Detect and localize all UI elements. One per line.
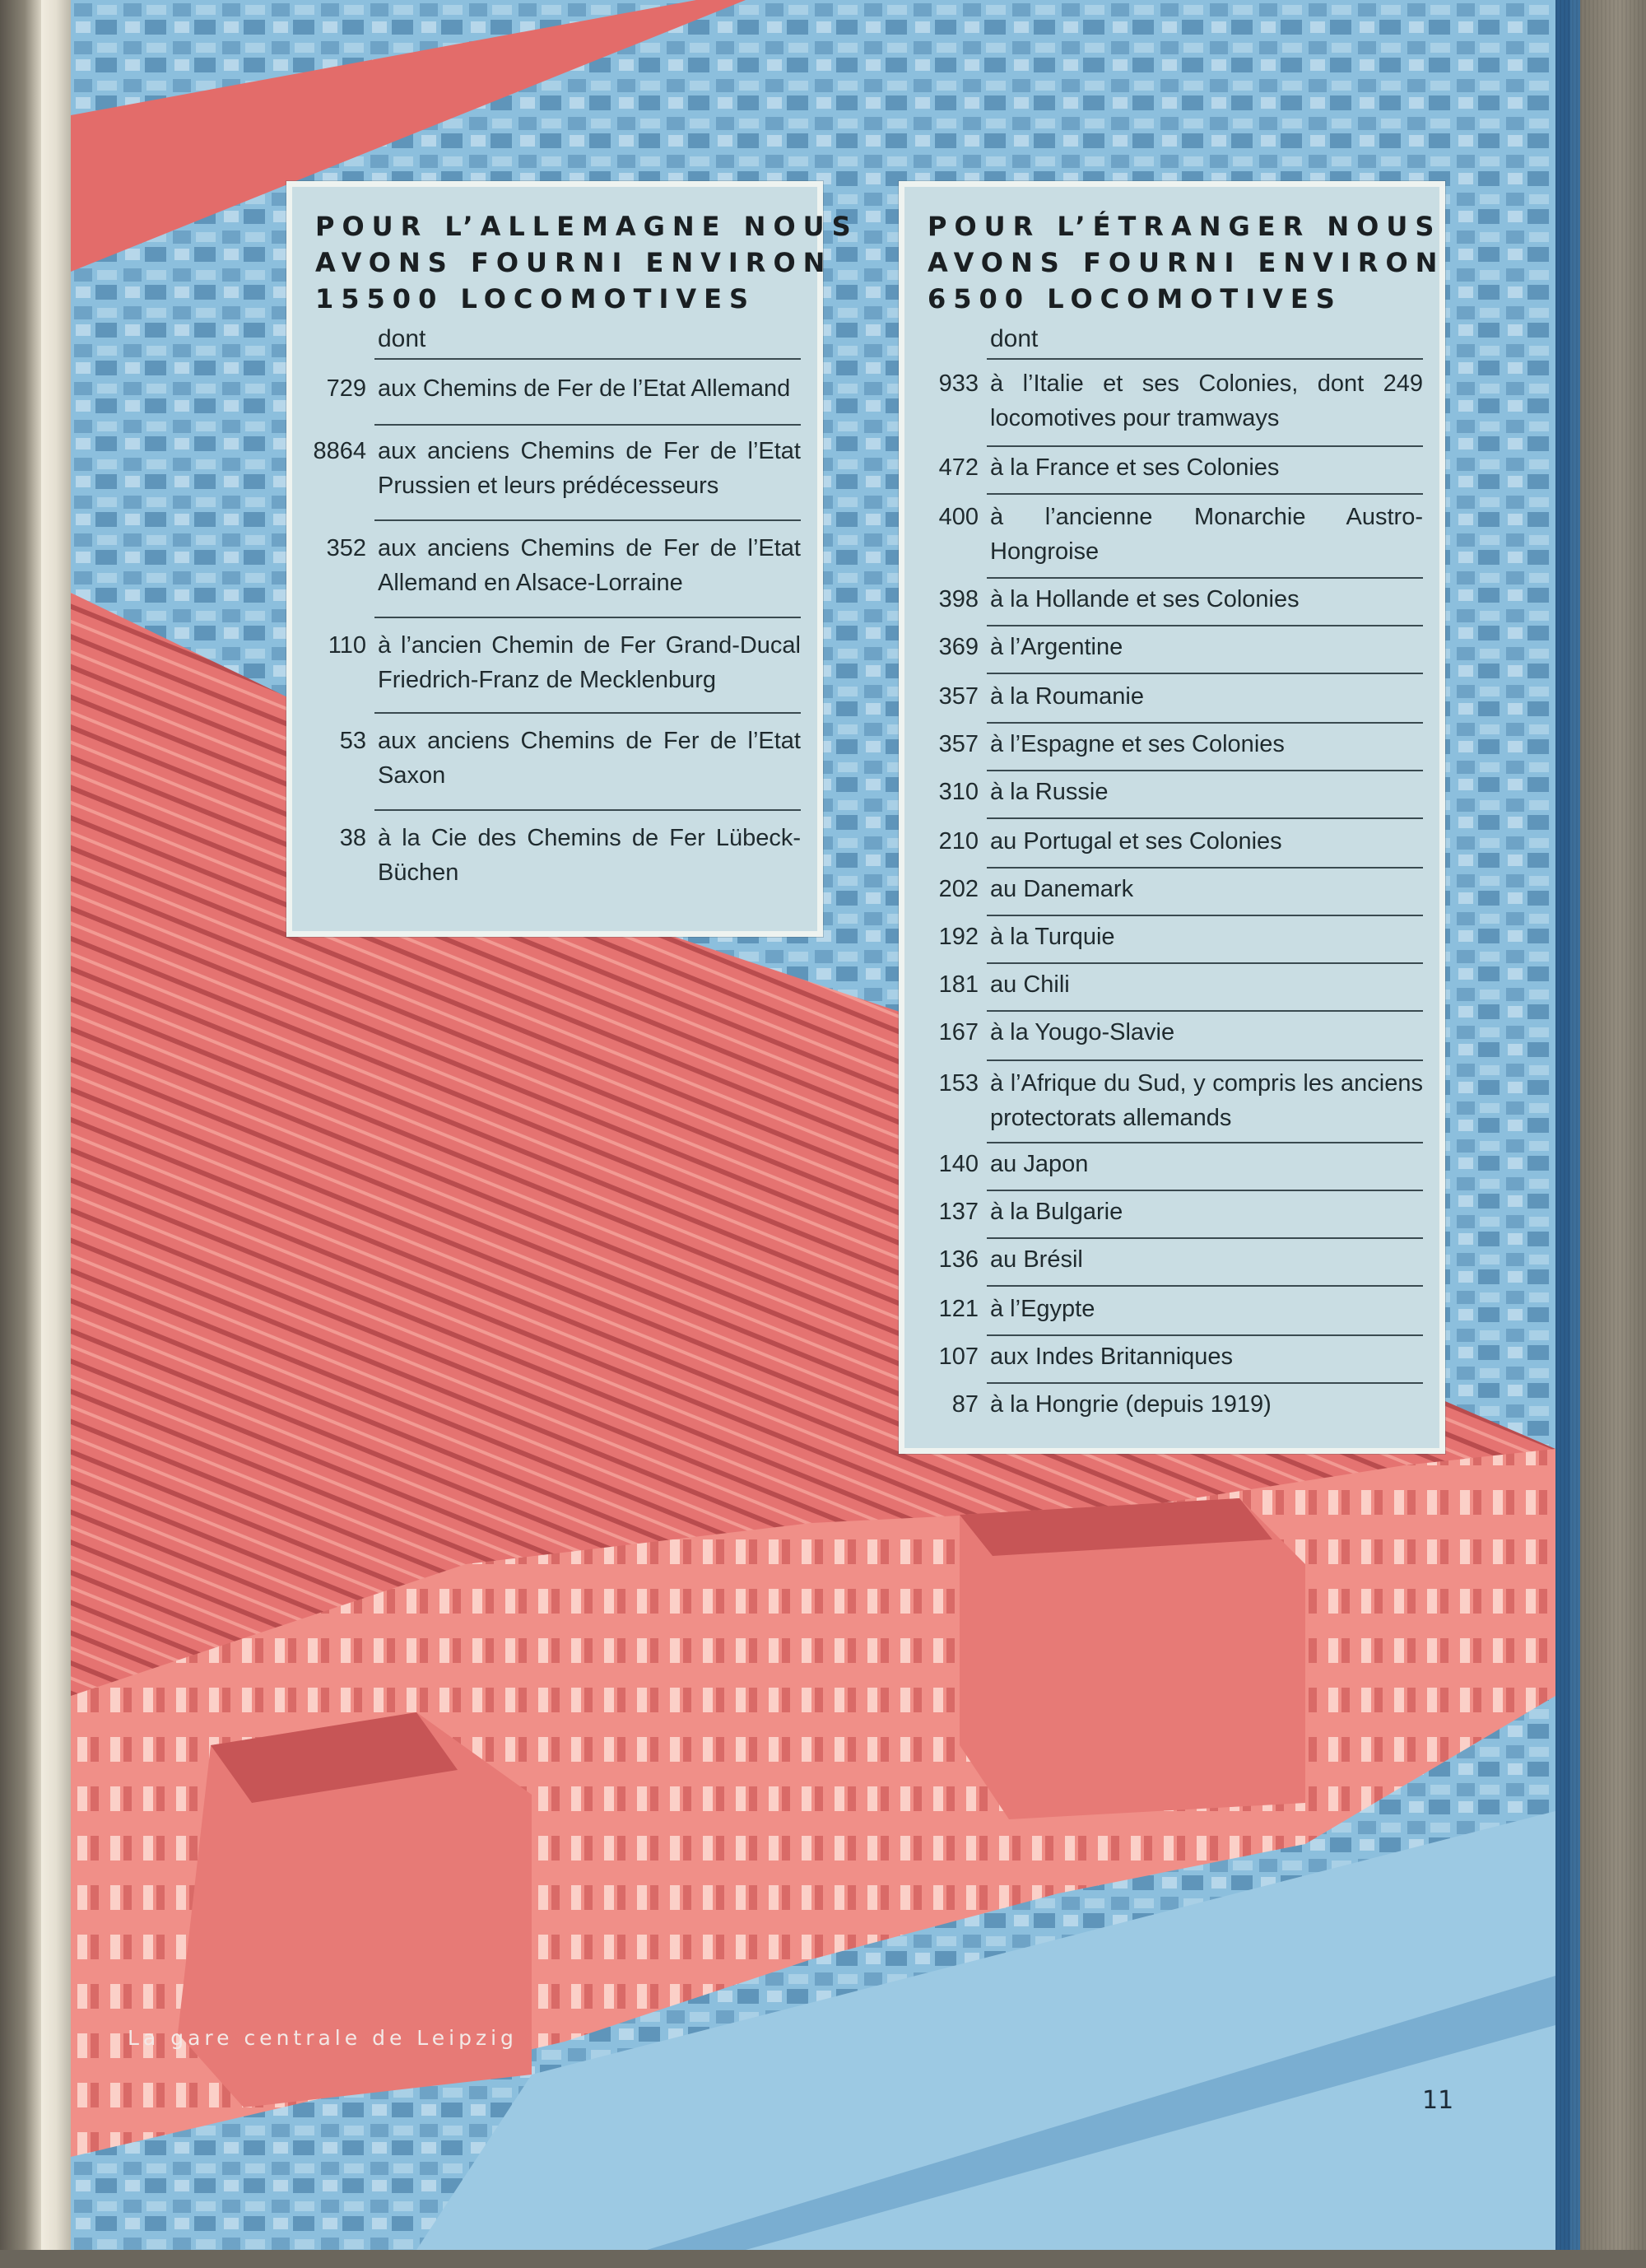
abroad-heading [928, 208, 1445, 317]
germany-heading-line: POUR L’ALLEMAGNE NOUS [315, 211, 858, 242]
locomotive-count: 729 [326, 375, 366, 402]
recipient-railway: à la Cie des Chemins de Fer Lübeck-Büchen [378, 825, 801, 886]
row-divider [374, 519, 801, 521]
recipient-country: au Chili [990, 971, 1070, 998]
recipient-country: à la Yougo-Slavie [990, 1019, 1175, 1046]
locomotive-count: 352 [326, 535, 366, 561]
locomotive-count: 107 [938, 1344, 979, 1370]
locomotive-count: 53 [339, 728, 366, 754]
recipient-country: à la France et ses Colonies [990, 454, 1280, 481]
abroad-subheading: dont [990, 325, 1039, 352]
row-divider [987, 867, 1423, 869]
row-divider [374, 617, 801, 618]
row-divider [374, 809, 801, 811]
abroad-locomotives-panel [899, 181, 1445, 1454]
locomotive-count: 310 [938, 779, 979, 805]
locomotive-count: 87 [951, 1391, 979, 1418]
recipient-railway: à l’ancien Chemin de Fer Grand-Ducal Friedrich-Franz de Mecklenburg [378, 632, 801, 693]
book-bottom-edge [0, 2250, 1646, 2268]
locomotive-count: 369 [938, 634, 979, 660]
abroad-heading-line: 6500 LOCOMOTIVES [928, 283, 1342, 314]
row-divider [374, 424, 801, 426]
abroad-heading-line: POUR L’ÉTRANGER NOUS [928, 211, 1442, 242]
row-divider [374, 712, 801, 714]
row-divider [987, 673, 1423, 674]
locomotive-count: 398 [938, 586, 979, 612]
recipient-country: à l’Argentine [990, 634, 1123, 660]
page-gutter [41, 0, 71, 2268]
germany-locomotives-panel [286, 181, 858, 937]
book-cover-right [1555, 0, 1646, 2268]
locomotive-count: 400 [938, 504, 979, 530]
locomotive-count: 140 [938, 1151, 979, 1177]
row-divider [987, 915, 1423, 916]
photo-caption: La gare centrale de Leipzig [128, 2026, 518, 2050]
recipient-country: à la Bulgarie [990, 1199, 1123, 1225]
locomotive-count: 8864 [313, 438, 366, 464]
recipient-railway: aux anciens Chemins de Fer de l’Etat Allemand en Alsace-Lorraine [378, 535, 801, 596]
locomotive-count: 153 [938, 1070, 979, 1097]
locomotive-count: 121 [938, 1296, 979, 1322]
locomotive-count: 136 [938, 1246, 979, 1273]
row-divider [987, 445, 1423, 447]
row-divider [987, 577, 1423, 579]
recipient-country: au Japon [990, 1151, 1089, 1177]
locomotive-count: 181 [938, 971, 979, 998]
row-divider [987, 962, 1423, 964]
recipient-country: aux Indes Britanniques [990, 1344, 1234, 1370]
locomotive-count: 933 [938, 370, 979, 397]
locomotive-count: 472 [938, 454, 979, 481]
row-divider [987, 625, 1423, 626]
row-divider [987, 1334, 1423, 1336]
recipient-country: à l’Espagne et ses Colonies [990, 731, 1285, 757]
recipient-country: à l’Egypte [990, 1296, 1095, 1322]
recipient-country: à la Hollande et ses Colonies [990, 586, 1300, 612]
recipient-country: au Portugal et ses Colonies [990, 828, 1282, 855]
row-divider [987, 1237, 1423, 1239]
locomotive-count: 38 [339, 825, 366, 851]
recipient-country: à l’Afrique du Sud, y compris les anciens protectorats allemands [990, 1070, 1423, 1131]
row-divider [987, 1190, 1423, 1191]
locomotive-count: 357 [938, 731, 979, 757]
germany-subheading: dont [378, 325, 426, 352]
recipient-country: au Danemark [990, 876, 1134, 902]
row-divider [987, 817, 1423, 819]
locomotive-count: 137 [938, 1199, 979, 1225]
recipient-country: au Brésil [990, 1246, 1083, 1273]
row-divider [987, 770, 1423, 771]
recipient-country: à la Roumanie [990, 683, 1144, 710]
row-divider [987, 1382, 1423, 1384]
germany-heading [315, 208, 858, 317]
page-number: 11 [1422, 2086, 1454, 2115]
row-divider [987, 1010, 1423, 1012]
recipient-country: à l’ancienne Monarchie Austro-Hongroise [990, 504, 1423, 565]
recipient-country: à la Turquie [990, 924, 1115, 950]
recipient-country: à la Hongrie (depuis 1919) [990, 1391, 1272, 1418]
row-divider [987, 493, 1423, 495]
germany-heading-line: 15500 LOCOMOTIVES [315, 283, 756, 314]
locomotive-count: 357 [938, 683, 979, 710]
abroad-heading-line: AVONS FOURNI ENVIRON [928, 247, 1445, 278]
locomotive-count: 192 [938, 924, 979, 950]
recipient-railway: aux anciens Chemins de Fer de l’Etat Saxon [378, 728, 801, 789]
locomotive-count: 110 [328, 632, 366, 659]
recipient-country: à l’Italie et ses Colonies, dont 249 locomotives pour tramways [990, 370, 1423, 431]
germany-heading-line: AVONS FOURNI ENVIRON [315, 247, 833, 278]
locomotive-count: 210 [938, 828, 979, 855]
row-divider [987, 722, 1423, 724]
locomotive-count: 202 [938, 876, 979, 902]
recipient-railway: aux anciens Chemins de Fer de l’Etat Prussien et leurs prédécesseurs [378, 438, 801, 499]
book-cover-left [0, 0, 41, 2268]
recipient-railway: aux Chemins de Fer de l’Etat Allemand [378, 375, 791, 402]
locomotive-count: 167 [938, 1019, 979, 1046]
row-divider [987, 358, 1423, 360]
row-divider [987, 1059, 1423, 1061]
row-divider [987, 1142, 1423, 1143]
row-divider [987, 1285, 1423, 1287]
row-divider [374, 358, 801, 360]
recipient-country: à la Russie [990, 779, 1109, 805]
